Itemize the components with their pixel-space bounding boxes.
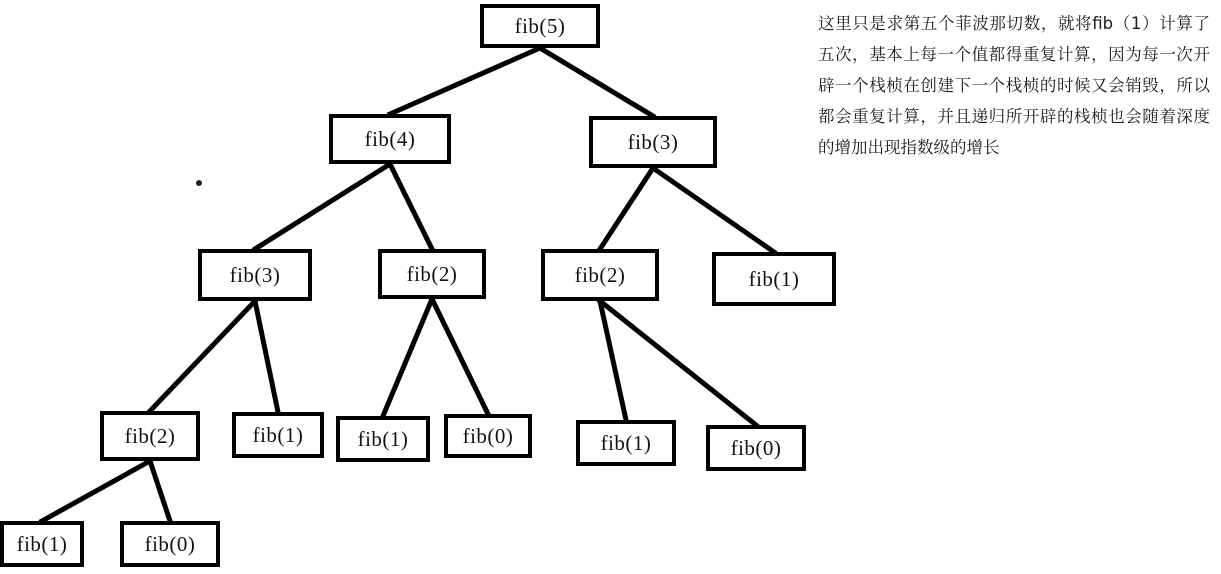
tree-node [336, 416, 430, 462]
tree-node [198, 249, 312, 301]
tree-edge [383, 299, 432, 416]
tree-node [541, 249, 659, 301]
tree-node [444, 414, 532, 458]
tree-node-label: fib(0) [730, 435, 782, 460]
tree-node-label: fib(3) [627, 129, 679, 154]
stray-dot-marker [196, 180, 202, 186]
tree-node [712, 252, 836, 306]
tree-node-label: fib(1) [748, 266, 800, 291]
tree-node-label: fib(2) [406, 261, 458, 286]
tree-edge [540, 48, 653, 116]
tree-node [480, 4, 600, 48]
tree-node-label: fib(4) [364, 126, 416, 151]
tree-node [100, 411, 200, 461]
tree-edge [150, 461, 170, 521]
tree-node-label: fib(1) [357, 426, 409, 451]
tree-edge [390, 48, 540, 114]
tree-edge [600, 301, 756, 425]
tree-node [706, 425, 806, 471]
tree-node [232, 412, 324, 458]
tree-node-label: fib(3) [229, 262, 281, 287]
tree-node-label: fib(1) [252, 422, 304, 447]
tree-edge [600, 301, 626, 420]
tree-edge [150, 301, 255, 411]
tree-node-label: fib(2) [124, 423, 176, 448]
tree-node [576, 420, 676, 466]
tree-node [0, 521, 84, 567]
tree-node [329, 114, 451, 164]
tree-node-label: fib(1) [600, 430, 652, 455]
tree-edge [42, 461, 150, 521]
annotation-text: 这里只是求第五个菲波那切数，就将fib（1）计算了五次，基本上每一个值都得重复计算，因为每一次开辟一个栈桢在创建下一个栈桢的时候又会销毁，所以都会重复计算，并且递归所开辟的栈桢也会随着深度的增加出现指数级的增长 [818, 14, 1210, 157]
tree-node-label: fib(0) [144, 531, 196, 556]
tree-node [120, 521, 220, 567]
tree-edge [432, 299, 488, 414]
tree-edge [600, 168, 653, 249]
tree-node-label: fib(5) [514, 13, 566, 38]
tree-edge [653, 168, 774, 252]
tree-node [589, 116, 717, 168]
tree-edge [390, 164, 432, 249]
tree-node-label: fib(2) [574, 262, 626, 287]
tree-edge [255, 164, 390, 249]
tree-node-label: fib(0) [462, 423, 514, 448]
tree-edge [255, 301, 278, 412]
tree-node [378, 249, 486, 299]
tree-node-label: fib(1) [16, 531, 68, 556]
